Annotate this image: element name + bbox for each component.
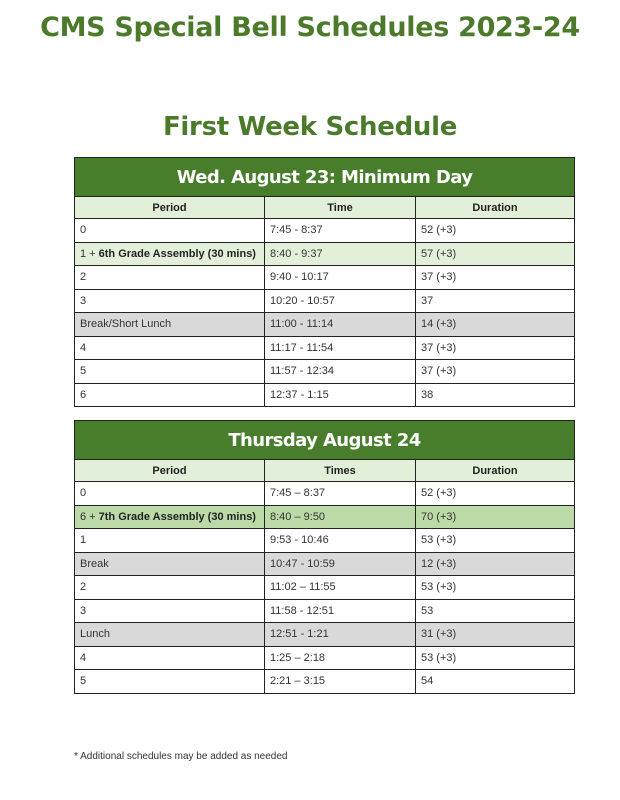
time-cell: 8:40 - 9:37	[265, 242, 416, 266]
table-row	[75, 219, 575, 243]
period-cell	[75, 623, 265, 647]
period-label: 2	[80, 581, 87, 594]
time-cell: 9:40 - 10:17	[265, 266, 416, 290]
duration-cell: 12 (+3)	[416, 552, 575, 576]
table-row	[75, 266, 575, 290]
duration-cell: 31 (+3)	[416, 623, 575, 647]
time-cell: 9:53 - 10:46	[265, 529, 416, 553]
table-row	[75, 670, 575, 694]
duration-cell: 53	[416, 599, 575, 623]
period-cell	[75, 505, 265, 529]
duration-cell: 37 (+3)	[416, 360, 575, 384]
table-row	[75, 289, 575, 313]
period-label: 1 +	[80, 247, 99, 260]
period-cell	[75, 552, 265, 576]
duration-cell: 54	[416, 670, 575, 694]
period-label: 1	[80, 534, 87, 547]
table-row	[75, 383, 575, 407]
column-header-times: Times	[265, 460, 416, 482]
period-label: 6 +	[80, 510, 99, 523]
period-cell	[75, 599, 265, 623]
period-cell	[75, 360, 265, 384]
time-cell: 11:00 - 11:14	[265, 313, 416, 337]
time-cell: 11:57 - 12:34	[265, 360, 416, 384]
table-row	[75, 360, 575, 384]
period-cell	[75, 529, 265, 553]
table-row	[75, 623, 575, 647]
period-label: 5	[80, 675, 87, 688]
time-cell: 7:45 - 8:37	[265, 219, 416, 243]
time-cell: 10:47 - 10:59	[265, 552, 416, 576]
time-cell: 1:25 – 2:18	[265, 646, 416, 670]
duration-cell: 53 (+3)	[416, 529, 575, 553]
period-label: Break	[80, 557, 109, 570]
document-title: CMS Special Bell Schedules 2023-24	[40, 12, 580, 43]
duration-cell: 57 (+3)	[416, 242, 575, 266]
duration-cell: 37 (+3)	[416, 336, 575, 360]
period-label: 4	[80, 651, 87, 664]
time-cell: 8:40 – 9:50	[265, 505, 416, 529]
time-cell: 12:51 - 1:21	[265, 623, 416, 647]
period-cell	[75, 266, 265, 290]
column-header-period: Period	[75, 197, 265, 219]
period-cell	[75, 336, 265, 360]
period-label: Lunch	[80, 628, 110, 641]
table-title: Wed. August 23: Minimum Day	[75, 158, 575, 197]
time-cell: 2:21 – 3:15	[265, 670, 416, 694]
time-cell: 11:02 – 11:55	[265, 576, 416, 600]
period-label: 5	[80, 365, 87, 378]
time-cell: 11:17 - 11:54	[265, 336, 416, 360]
duration-cell: 53 (+3)	[416, 646, 575, 670]
table-row	[75, 505, 575, 529]
duration-cell: 14 (+3)	[416, 313, 575, 337]
footnote: * Additional schedules may be added as needed	[74, 751, 288, 762]
duration-cell: 37	[416, 289, 575, 313]
period-label: 3	[80, 604, 87, 617]
time-cell: 10:20 - 10:57	[265, 289, 416, 313]
period-cell	[75, 576, 265, 600]
table-row	[75, 552, 575, 576]
period-label: 2	[80, 271, 87, 284]
assembly-label: 6th Grade Assembly (30 mins)	[98, 247, 256, 260]
period-cell	[75, 313, 265, 337]
table-row	[75, 313, 575, 337]
duration-cell: 70 (+3)	[416, 505, 575, 529]
duration-cell: 37 (+3)	[416, 266, 575, 290]
table-row	[75, 576, 575, 600]
schedule-table-thursday	[74, 420, 575, 694]
period-cell	[75, 242, 265, 266]
period-cell	[75, 219, 265, 243]
schedule-table-wednesday	[74, 157, 575, 407]
column-header-time: Time	[265, 197, 416, 219]
period-label: 4	[80, 341, 87, 354]
period-cell	[75, 482, 265, 506]
time-cell: 7:45 – 8:37	[265, 482, 416, 506]
table-title: Thursday August 24	[75, 421, 575, 460]
period-label: 0	[80, 487, 87, 500]
table-row	[75, 242, 575, 266]
period-cell	[75, 646, 265, 670]
table-row	[75, 482, 575, 506]
period-cell	[75, 289, 265, 313]
table-row	[75, 599, 575, 623]
duration-cell: 52 (+3)	[416, 219, 575, 243]
table-row	[75, 646, 575, 670]
period-label: 3	[80, 294, 87, 307]
table-row	[75, 336, 575, 360]
column-header-duration: Duration	[416, 460, 575, 482]
duration-cell: 52 (+3)	[416, 482, 575, 506]
period-label: 0	[80, 224, 87, 237]
column-header-duration: Duration	[416, 197, 575, 219]
period-label: Break/Short Lunch	[80, 318, 172, 331]
column-header-period: Period	[75, 460, 265, 482]
duration-cell: 53 (+3)	[416, 576, 575, 600]
period-label: 6	[80, 388, 87, 401]
time-cell: 12:37 - 1:15	[265, 383, 416, 407]
time-cell: 11:58 - 12:51	[265, 599, 416, 623]
table-row	[75, 529, 575, 553]
assembly-label: 7th Grade Assembly (30 mins)	[98, 510, 256, 523]
period-cell	[75, 670, 265, 694]
duration-cell: 38	[416, 383, 575, 407]
period-cell	[75, 383, 265, 407]
section-title: First Week Schedule	[162, 112, 458, 142]
